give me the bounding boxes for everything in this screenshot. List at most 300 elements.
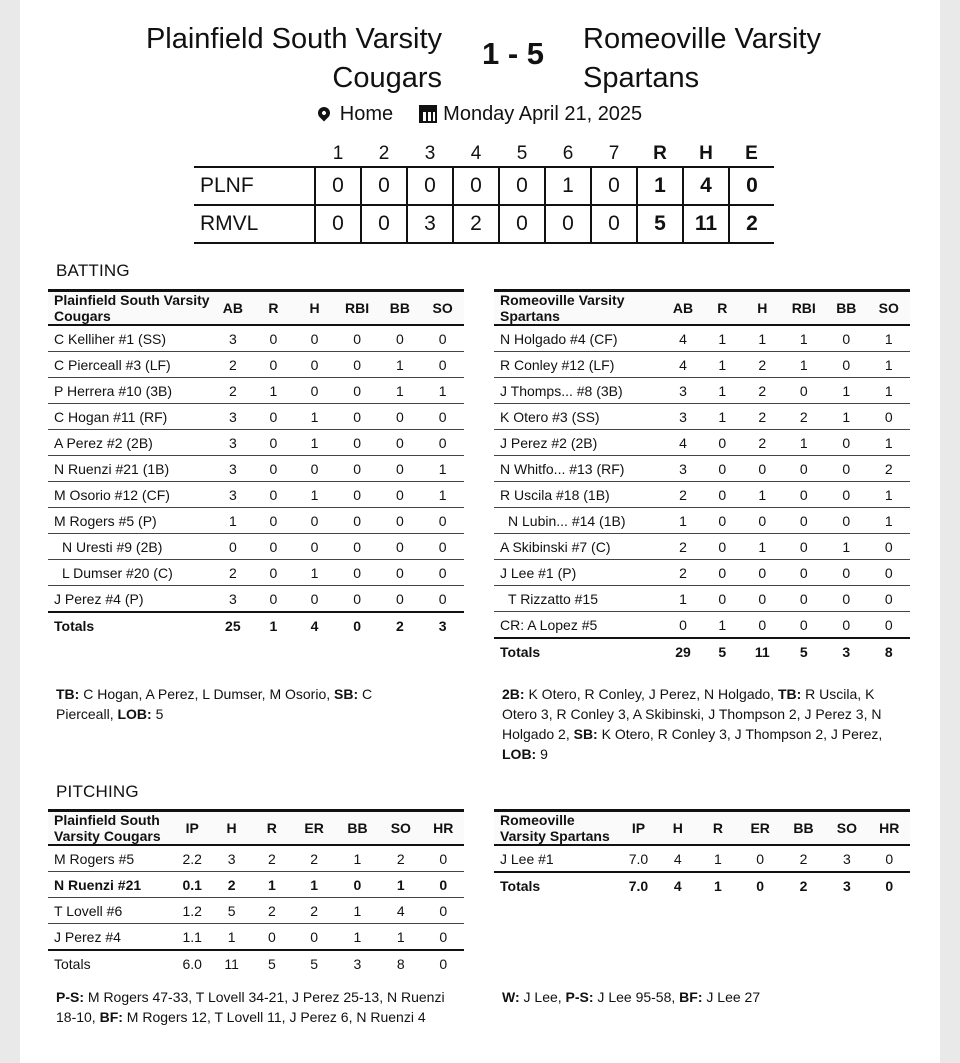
stat-cell: 0 — [421, 404, 464, 430]
stat-cell: 1 — [697, 845, 738, 872]
stat-cell: 0 — [294, 534, 336, 560]
totals-cell: 5 — [782, 638, 825, 665]
player-name: J Thomps... #8 (3B) — [494, 378, 664, 404]
player-name: N Uresti #9 (2B) — [48, 534, 212, 560]
away-team-heading — [583, 20, 883, 98]
stat-cell: 2 — [742, 430, 782, 456]
stat-column-header: IP — [172, 811, 211, 846]
stat-cell: 0 — [702, 456, 742, 482]
stat-cell: 2 — [742, 378, 782, 404]
stat-cell: 1 — [702, 404, 742, 430]
stat-cell: 3 — [212, 325, 253, 352]
totals-cell: 29 — [664, 638, 703, 665]
totals-cell: 0 — [336, 612, 379, 639]
linescore-cell: 0 — [361, 167, 407, 205]
stat-column-header: H — [742, 291, 782, 326]
stat-cell: 2 — [251, 845, 292, 872]
totals-cell: 2 — [782, 872, 825, 899]
stat-cell: 0 — [742, 612, 782, 639]
linescore-col-header: E — [729, 142, 774, 167]
linescore-team: RMVL — [194, 205, 315, 243]
stat-column-header: SO — [868, 291, 910, 326]
player-name: M Rogers #5 (P) — [48, 508, 212, 534]
player-name: K Otero #3 (SS) — [494, 404, 664, 430]
stat-cell: 2 — [379, 845, 422, 872]
stat-cell: 0 — [664, 612, 703, 639]
player-row — [48, 508, 464, 534]
player-row — [48, 482, 464, 508]
stat-cell: 1 — [253, 378, 293, 404]
calendar-icon — [419, 105, 437, 123]
player-row — [494, 404, 910, 430]
stat-cell: 0 — [379, 508, 422, 534]
note-key: TB: — [777, 686, 802, 702]
stat-cell: 0 — [825, 430, 867, 456]
stat-cell: 0 — [253, 560, 293, 586]
totals-cell: 3 — [336, 950, 379, 977]
stat-column-header: HR — [869, 811, 910, 846]
stat-cell: 0 — [336, 560, 379, 586]
home-team-name: Plainfield South Varsity — [145, 23, 442, 55]
stat-cell: 0 — [336, 586, 379, 613]
totals-cell: 5 — [251, 950, 292, 977]
stat-cell: 3 — [212, 430, 253, 456]
totals-cell: 6.0 — [172, 950, 211, 977]
team-column-header: Plainfield South Varsity Cougars — [48, 811, 172, 846]
stat-cell: 1 — [251, 872, 292, 898]
totals-cell: 4 — [294, 612, 336, 639]
stat-cell: 0 — [253, 352, 293, 378]
stat-cell: 2 — [664, 560, 703, 586]
away-team-mascot: Spartans — [583, 62, 700, 94]
stat-cell: 3 — [212, 586, 253, 613]
stat-cell: 1 — [294, 404, 336, 430]
stat-cell: 0 — [825, 508, 867, 534]
linescore-cell: 0 — [315, 167, 361, 205]
stat-cell: 1 — [336, 898, 379, 924]
note-key: BF: — [99, 1009, 123, 1025]
stat-cell: 1 — [379, 924, 422, 951]
stat-cell: 0 — [742, 508, 782, 534]
stat-cell: 1 — [379, 872, 422, 898]
player-name: R Uscila #18 (1B) — [494, 482, 664, 508]
linescore-col-header: 7 — [591, 142, 637, 167]
stat-column-header: R — [253, 291, 293, 326]
note-key: SB: — [573, 726, 598, 742]
player-row — [48, 456, 464, 482]
player-name: N Holgado #4 (CF) — [494, 325, 664, 352]
home-team-mascot: Cougars — [332, 62, 442, 94]
stat-cell: 1 — [664, 508, 703, 534]
player-row — [48, 352, 464, 378]
linescore-col-header: 1 — [315, 142, 361, 167]
stat-cell: 0 — [782, 378, 825, 404]
player-row — [48, 325, 464, 352]
note-value: M Rogers 47-33, T Lovell 34-21, J Perez 25-13, N Ruenzi 18-10, — [56, 989, 445, 1025]
linescore-cell: 1 — [637, 167, 683, 205]
stat-cell: 1 — [336, 845, 379, 872]
note-value: 9 — [536, 746, 548, 762]
player-row — [48, 924, 464, 951]
stat-cell: 1 — [825, 378, 867, 404]
stat-cell: 3 — [664, 404, 703, 430]
player-name: N Lubin... #14 (1B) — [494, 508, 664, 534]
home-batting-table — [48, 289, 464, 639]
batting-section-title: BATTING — [56, 261, 130, 280]
linescore-col-header: 4 — [453, 142, 499, 167]
team-column-header: Romeoville Varsity Spartans — [494, 291, 664, 326]
note-key: 2B: — [502, 686, 525, 702]
stat-cell: 0 — [336, 430, 379, 456]
stat-cell: 2 — [664, 534, 703, 560]
note-value: M Rogers 12, T Lovell 11, J Perez 6, N Ruenzi 4 — [122, 1009, 426, 1025]
player-name: J Perez #4 — [48, 924, 172, 951]
stat-cell: 0 — [825, 482, 867, 508]
note-value: 5 — [151, 706, 164, 722]
stat-cell: 4 — [658, 845, 697, 872]
stat-cell: 0 — [294, 508, 336, 534]
totals-row — [48, 950, 464, 977]
stat-cell: 0 — [379, 482, 422, 508]
stat-cell: 0 — [702, 534, 742, 560]
player-name: C Pierceall #3 (LF) — [48, 352, 212, 378]
stat-cell: 0 — [825, 352, 867, 378]
linescore-team-header — [194, 142, 315, 167]
totals-cell: 25 — [212, 612, 253, 639]
stat-cell: 2 — [212, 872, 251, 898]
totals-cell: 0 — [869, 872, 910, 899]
player-row — [494, 560, 910, 586]
player-name: C Kelliher #1 (SS) — [48, 325, 212, 352]
stat-cell: 1 — [782, 430, 825, 456]
linescore-col-header: 3 — [407, 142, 453, 167]
stat-cell: 1 — [379, 378, 422, 404]
stat-column-header: BB — [782, 811, 825, 846]
stat-cell: 1 — [421, 456, 464, 482]
linescore-cell: 5 — [637, 205, 683, 243]
game-date: Monday April 21, 2025 — [443, 103, 643, 126]
stat-cell: 1 — [702, 325, 742, 352]
stat-cell: 1.1 — [172, 924, 211, 951]
stat-cell: 1 — [782, 325, 825, 352]
stat-cell: 0 — [336, 872, 379, 898]
stat-cell: 2 — [868, 456, 910, 482]
player-name: M Osorio #12 (CF) — [48, 482, 212, 508]
stat-cell: 1 — [868, 378, 910, 404]
away-batting-notes — [502, 684, 906, 764]
stat-column-header: H — [658, 811, 697, 846]
game-location: Home — [339, 103, 394, 126]
player-row — [494, 845, 910, 872]
away-pitching-table — [494, 809, 910, 899]
player-row — [48, 898, 464, 924]
stat-column-header: SO — [379, 811, 422, 846]
totals-label: Totals — [494, 872, 619, 899]
stat-cell: 2 — [782, 845, 825, 872]
stat-column-header: R — [697, 811, 738, 846]
note-value: K Otero, R Conley 3, J Thompson 2, J Perez, — [597, 726, 883, 742]
home-team-heading — [116, 20, 442, 98]
note-key: W: — [502, 989, 520, 1005]
stat-cell: 0 — [253, 482, 293, 508]
stat-cell: 2 — [664, 482, 703, 508]
stat-cell: 0 — [336, 534, 379, 560]
stat-cell: 1 — [421, 378, 464, 404]
stat-cell: 0 — [292, 924, 335, 951]
note-key: SB: — [334, 686, 359, 702]
stat-cell: 0 — [251, 924, 292, 951]
stat-cell: 1 — [292, 872, 335, 898]
totals-cell: 5 — [292, 950, 335, 977]
stat-cell: 1 — [702, 612, 742, 639]
location-pin-icon — [315, 104, 332, 121]
stat-cell: 1 — [868, 482, 910, 508]
player-name: CR: A Lopez #5 — [494, 612, 664, 639]
stat-cell: 1 — [782, 352, 825, 378]
stat-cell: 0 — [421, 352, 464, 378]
linescore-cell: 3 — [407, 205, 453, 243]
stat-cell: 2 — [212, 352, 253, 378]
stat-cell: 1 — [742, 325, 782, 352]
stat-cell: 0 — [423, 845, 464, 872]
linescore-cell: 0 — [453, 167, 499, 205]
player-name: T Rizzatto #15 — [494, 586, 664, 612]
linescore-cell: 0 — [361, 205, 407, 243]
stat-column-header: ER — [739, 811, 782, 846]
totals-cell: 11 — [212, 950, 251, 977]
pitching-section-title: PITCHING — [56, 782, 139, 801]
player-row — [494, 612, 910, 639]
stat-cell: 0 — [825, 456, 867, 482]
stat-column-header: R — [702, 291, 742, 326]
stat-cell: 1 — [336, 924, 379, 951]
totals-cell: 7.0 — [619, 872, 658, 899]
totals-cell: 3 — [825, 638, 867, 665]
player-name: P Herrera #10 (3B) — [48, 378, 212, 404]
stat-cell: 1 — [702, 378, 742, 404]
totals-row — [48, 612, 464, 639]
linescore-table — [194, 142, 774, 244]
player-row — [494, 325, 910, 352]
stat-cell: 0 — [782, 612, 825, 639]
stat-column-header: HR — [423, 811, 464, 846]
stat-cell: 0 — [336, 352, 379, 378]
player-name: M Rogers #5 — [48, 845, 172, 872]
stat-cell: 1 — [294, 560, 336, 586]
player-row — [494, 586, 910, 612]
stat-cell: 0 — [825, 560, 867, 586]
away-pitching-notes — [502, 987, 906, 1007]
stat-cell: 1 — [825, 534, 867, 560]
totals-cell: 5 — [702, 638, 742, 665]
stat-cell: 1 — [825, 404, 867, 430]
stat-column-header: H — [294, 291, 336, 326]
player-row — [48, 534, 464, 560]
player-name: A Skibinski #7 (C) — [494, 534, 664, 560]
stat-cell: 0 — [294, 586, 336, 613]
stat-cell: 0 — [379, 586, 422, 613]
stat-cell: 0 — [253, 586, 293, 613]
stat-cell: 3 — [212, 456, 253, 482]
stat-cell: 0 — [253, 325, 293, 352]
note-value: J Lee 95-58, — [593, 989, 680, 1005]
game-summary-page — [20, 0, 940, 1063]
stat-cell: 0 — [379, 456, 422, 482]
stat-cell: 0 — [702, 586, 742, 612]
away-batting-table — [494, 289, 910, 665]
linescore-cell: 2 — [453, 205, 499, 243]
stat-cell: 2 — [742, 352, 782, 378]
player-row — [494, 352, 910, 378]
stat-cell: 1 — [868, 508, 910, 534]
player-row — [48, 872, 464, 898]
note-key: LOB: — [502, 746, 537, 762]
linescore-cell: 0 — [729, 167, 774, 205]
note-value: C Hogan, A Perez, L Dumser, M Osorio, — [79, 686, 335, 702]
stat-cell: 2 — [212, 378, 253, 404]
stat-cell: 1 — [294, 482, 336, 508]
player-name: J Lee #1 (P) — [494, 560, 664, 586]
stat-cell: 1.2 — [172, 898, 211, 924]
stat-cell: 1 — [742, 534, 782, 560]
note-key: P-S: — [565, 989, 594, 1005]
stat-cell: 0 — [868, 560, 910, 586]
stat-cell: 0 — [782, 560, 825, 586]
stat-cell: 0 — [825, 325, 867, 352]
stat-column-header: H — [212, 811, 251, 846]
totals-cell: 3 — [825, 872, 868, 899]
stat-cell: 0 — [782, 508, 825, 534]
player-row — [494, 534, 910, 560]
stat-cell: 0 — [336, 508, 379, 534]
linescore-col-header: H — [683, 142, 729, 167]
player-row — [48, 560, 464, 586]
stat-cell: 0 — [421, 508, 464, 534]
stat-cell: 0 — [868, 612, 910, 639]
player-row — [494, 430, 910, 456]
stat-column-header: AB — [664, 291, 703, 326]
linescore-cell: 0 — [591, 205, 637, 243]
totals-cell: 2 — [379, 612, 422, 639]
stat-cell: 0 — [868, 534, 910, 560]
linescore-cell: 11 — [683, 205, 729, 243]
linescore-cell: 1 — [545, 167, 591, 205]
stat-column-header: AB — [212, 291, 253, 326]
stat-cell: 0 — [379, 325, 422, 352]
stat-cell: 0 — [782, 482, 825, 508]
stat-column-header: RBI — [782, 291, 825, 326]
linescore-row — [194, 167, 774, 205]
player-row — [48, 378, 464, 404]
stat-cell: 0 — [253, 430, 293, 456]
stat-cell: 4 — [664, 325, 703, 352]
stat-cell: 1 — [868, 352, 910, 378]
team-column-header: Romeoville Varsity Spartans — [494, 811, 619, 846]
stat-cell: 0 — [379, 560, 422, 586]
stat-cell: 2 — [212, 560, 253, 586]
player-name: J Perez #4 (P) — [48, 586, 212, 613]
player-row — [48, 845, 464, 872]
totals-cell: 11 — [742, 638, 782, 665]
note-key: LOB: — [117, 706, 152, 722]
home-pitching-notes — [56, 987, 460, 1027]
stat-cell: 0 — [421, 325, 464, 352]
stat-cell: 0 — [702, 482, 742, 508]
stat-cell: 0 — [336, 325, 379, 352]
note-key: TB: — [56, 686, 80, 702]
linescore-cell: 4 — [683, 167, 729, 205]
totals-label: Totals — [48, 612, 212, 639]
note-value: K Otero, R Conley, J Perez, N Holgado, — [524, 686, 778, 702]
player-name: N Ruenzi #21 (1B) — [48, 456, 212, 482]
player-name: J Perez #2 (2B) — [494, 430, 664, 456]
stat-cell: 0 — [825, 612, 867, 639]
note-value: R Uscila, K Otero 3, R Conley 3, A Skibinski, J Thompson 2, J Perez 3, N Holgado 2, — [502, 686, 882, 742]
totals-cell: 3 — [421, 612, 464, 639]
player-row — [494, 482, 910, 508]
stat-cell: 4 — [664, 430, 703, 456]
stat-cell: 0 — [294, 325, 336, 352]
stat-column-header: SO — [421, 291, 464, 326]
stat-cell: 0 — [379, 430, 422, 456]
player-name: R Conley #12 (LF) — [494, 352, 664, 378]
stat-column-header: RBI — [336, 291, 379, 326]
stat-cell: 0 — [421, 534, 464, 560]
stat-cell: 0 — [782, 586, 825, 612]
player-row — [494, 456, 910, 482]
final-score: 1 - 5 — [481, 36, 545, 71]
stat-cell: 0 — [253, 508, 293, 534]
stat-cell: 2.2 — [172, 845, 211, 872]
totals-row — [494, 872, 910, 899]
stat-cell: 1 — [294, 430, 336, 456]
stat-cell: 1 — [379, 352, 422, 378]
player-name: C Hogan #11 (RF) — [48, 404, 212, 430]
player-row — [48, 430, 464, 456]
player-name: J Lee #1 — [494, 845, 619, 872]
linescore-col-header: 6 — [545, 142, 591, 167]
stat-cell: 0 — [869, 845, 910, 872]
player-row — [48, 586, 464, 613]
stat-cell: 1 — [212, 924, 251, 951]
home-batting-notes — [56, 684, 416, 724]
stat-cell: 0 — [702, 560, 742, 586]
stat-column-header: BB — [379, 291, 422, 326]
totals-cell: 8 — [868, 638, 910, 665]
stat-cell: 1 — [868, 430, 910, 456]
stat-column-header: BB — [336, 811, 379, 846]
totals-cell: 8 — [379, 950, 422, 977]
stat-cell: 2 — [782, 404, 825, 430]
stat-cell: 0 — [423, 924, 464, 951]
linescore-col-header: 2 — [361, 142, 407, 167]
linescore-col-header: 5 — [499, 142, 545, 167]
stat-cell: 0 — [294, 456, 336, 482]
stat-cell: 0 — [253, 456, 293, 482]
stat-cell: 3 — [212, 404, 253, 430]
stat-cell: 0 — [423, 898, 464, 924]
box-header-row — [494, 291, 910, 326]
linescore-cell: 0 — [545, 205, 591, 243]
stat-cell: 0 — [294, 378, 336, 404]
stat-column-header: BB — [825, 291, 867, 326]
linescore-col-header: R — [637, 142, 683, 167]
stat-cell: 4 — [664, 352, 703, 378]
stat-column-header: IP — [619, 811, 658, 846]
stat-column-header: SO — [825, 811, 868, 846]
stat-cell: 0 — [421, 560, 464, 586]
totals-cell: 0 — [423, 950, 464, 977]
